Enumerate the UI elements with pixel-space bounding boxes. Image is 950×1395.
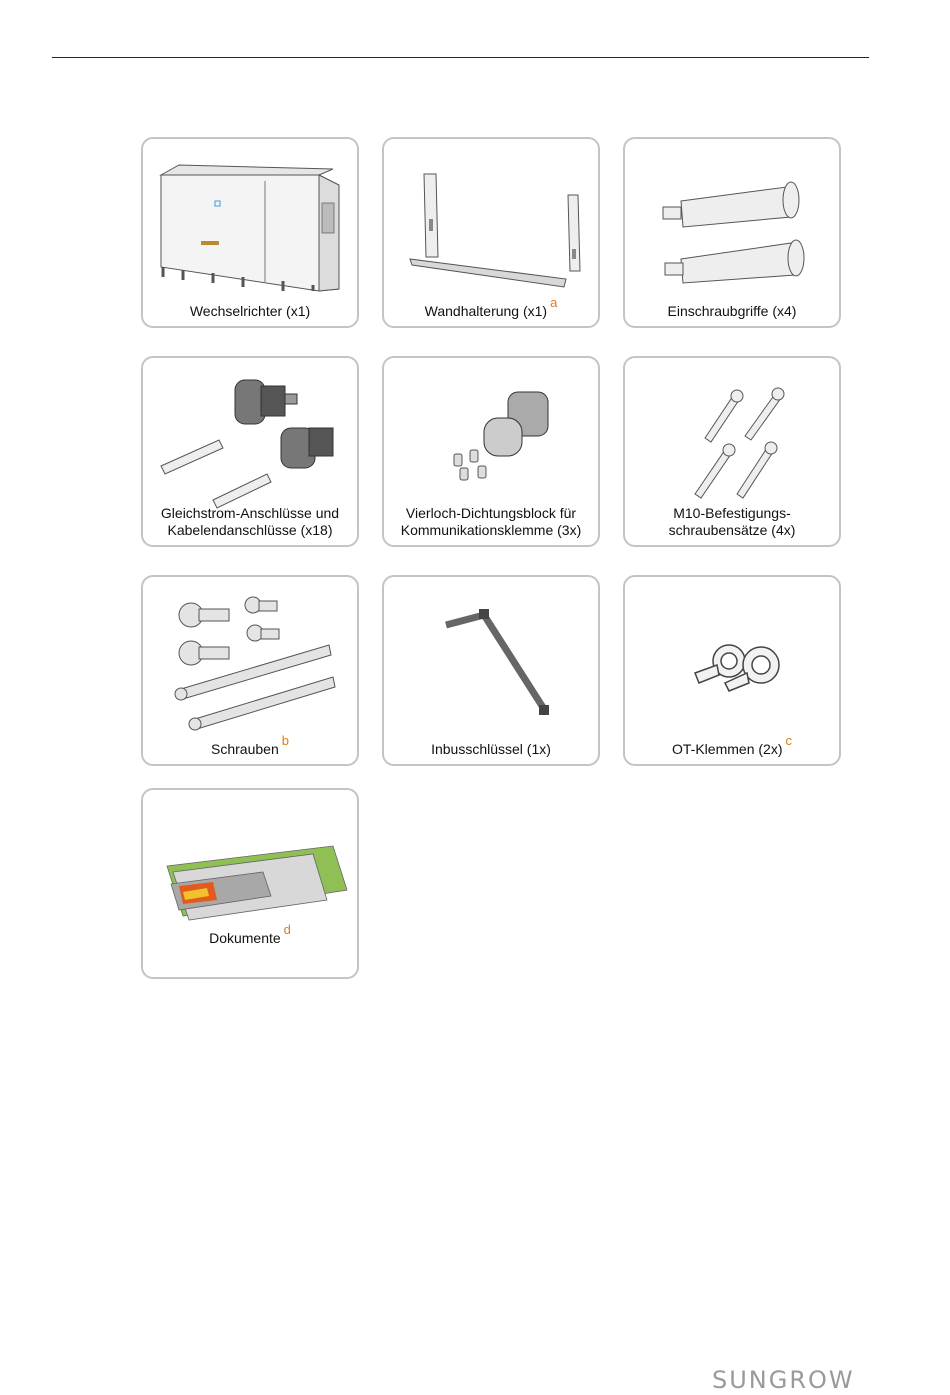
item-card-dc-connectors bbox=[141, 356, 359, 547]
item-caption: OT-Klemmen (2x)c bbox=[672, 733, 792, 757]
item-card-screws bbox=[141, 575, 359, 766]
documents-illustration bbox=[143, 790, 361, 981]
header-rule bbox=[52, 57, 869, 58]
item-caption: Inbusschlüssel (1x) bbox=[431, 741, 551, 757]
item-caption: Gleichstrom-Anschlüsse und Kabelendanschlüsse (x18) bbox=[160, 505, 340, 538]
item-card-ot-terminals bbox=[623, 575, 841, 766]
item-caption: Wechselrichter (x1) bbox=[189, 303, 311, 319]
item-card-handles bbox=[623, 137, 841, 328]
item-caption: Einschraubgriffe (x4) bbox=[667, 303, 797, 319]
hex-key-illustration bbox=[384, 577, 602, 768]
inverter-illustration bbox=[143, 139, 361, 330]
item-caption: Vierloch-Dichtungsblock für Kommunikationsklemme (3x) bbox=[400, 505, 582, 538]
ot-terminals-illustration bbox=[625, 577, 843, 768]
screws-illustration bbox=[143, 577, 361, 768]
item-card-hex-key bbox=[382, 575, 600, 766]
item-card-documents bbox=[141, 788, 359, 979]
item-card-sealing-block bbox=[382, 356, 600, 547]
sungrow-logo: SUNGROW bbox=[712, 1366, 855, 1394]
screw-handles-illustration bbox=[625, 139, 843, 330]
item-caption: Wandhalterung (x1)a bbox=[424, 295, 558, 319]
item-caption: Dokumented bbox=[209, 922, 291, 946]
item-card-m10-screws bbox=[623, 356, 841, 547]
item-caption: M10-Befestigungs- schraubensätze (4x) bbox=[668, 505, 796, 538]
item-card-wall-bracket bbox=[382, 137, 600, 328]
item-card-inverter bbox=[141, 137, 359, 328]
item-caption: Schraubenb bbox=[211, 733, 289, 757]
wall-bracket-illustration bbox=[384, 139, 602, 330]
